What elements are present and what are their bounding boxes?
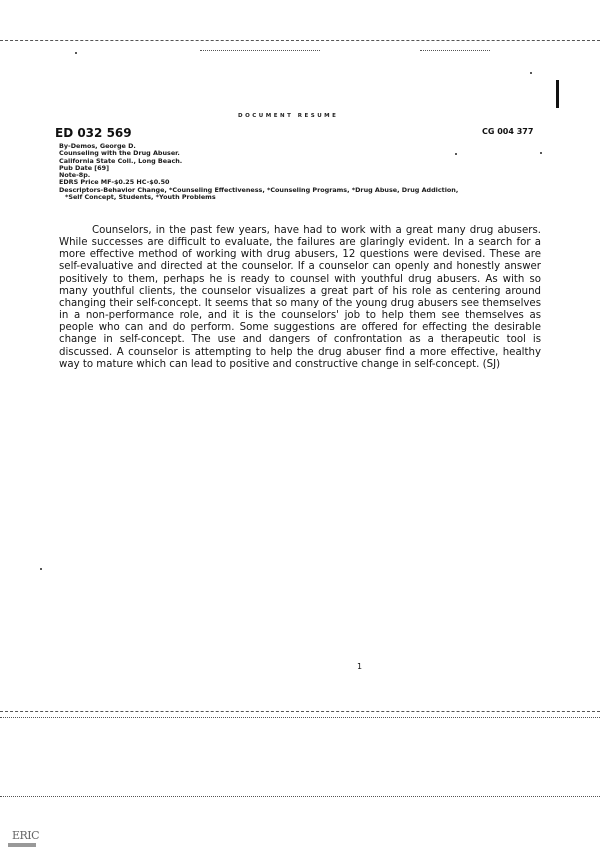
bottom-scan-rule-3 — [0, 796, 600, 797]
top-scan-rule-2 — [200, 50, 320, 51]
eric-logo-bar — [8, 843, 36, 847]
eric-logo-text: ERIC — [12, 829, 40, 842]
price-line: EDRS Price MF-$0.25 HC-$0.50 — [59, 178, 170, 187]
eric-logo — [6, 829, 42, 853]
top-scan-rule-3 — [420, 50, 490, 51]
metadata-block — [59, 143, 458, 201]
institution-line: California State Coll., Long Beach. — [59, 156, 183, 165]
descriptors-continuation: *Self Concept, Students, *Youth Problems — [65, 193, 216, 202]
document-resume-heading: DOCUMENT RESUME — [238, 113, 339, 119]
page-mark: 1 — [357, 662, 363, 671]
speck — [540, 152, 542, 154]
cg-number: CG 004 377 — [482, 127, 534, 136]
pub-date-line: Pub Date [69] — [59, 163, 109, 172]
bottom-scan-rule-2 — [0, 717, 600, 718]
margin-bar — [556, 80, 559, 108]
top-scan-rule — [0, 40, 600, 41]
bottom-scan-rule — [0, 711, 600, 712]
ed-number: ED 032 569 — [55, 126, 132, 140]
author-line: By-Demos, George D. — [59, 142, 136, 150]
title-line: Counseling with the Drug Abuser. — [59, 149, 180, 158]
note-line: Note-8p. — [59, 171, 91, 180]
descriptors-line: Descriptors-Behavior Change, *Counseling Effectiveness, *Counseling Programs, *Drug Abuse, Drug Addiction, — [59, 185, 459, 194]
abstract-paragraph: Counselors, in the past few years, have had to work with a great many drug abusers. While successes are difficult to evaluate, the failures are glaringly evident. In a search for a more effective method of working with drug abusers, 12 questions were devised. These are self-evaluative and directed at the counselor. If a counselor can openly and honestly answer positively to them, perhaps he is ready to counsel with youthful drug abusers. As with so many youthful clients, the counselor visualizes a great part of his role as centering around changing their self-concept. It seems that so many of the young drug abusers see themselves in a non-performance role, and it is the counselors' job to help them see themselves as people who can and do perform. Some suggestions are offered for effecting the desirable change in self-concept. The use and dangers of confrontation as a therapeutic tool is discussed. A counselor is attempting to help the drug abuser find a more effective, healthy way to mature which can lead to positive and constructive change in self-concept. (SJ) — [59, 225, 541, 370]
speck — [530, 72, 532, 74]
speck — [40, 568, 42, 570]
speck — [75, 52, 77, 54]
